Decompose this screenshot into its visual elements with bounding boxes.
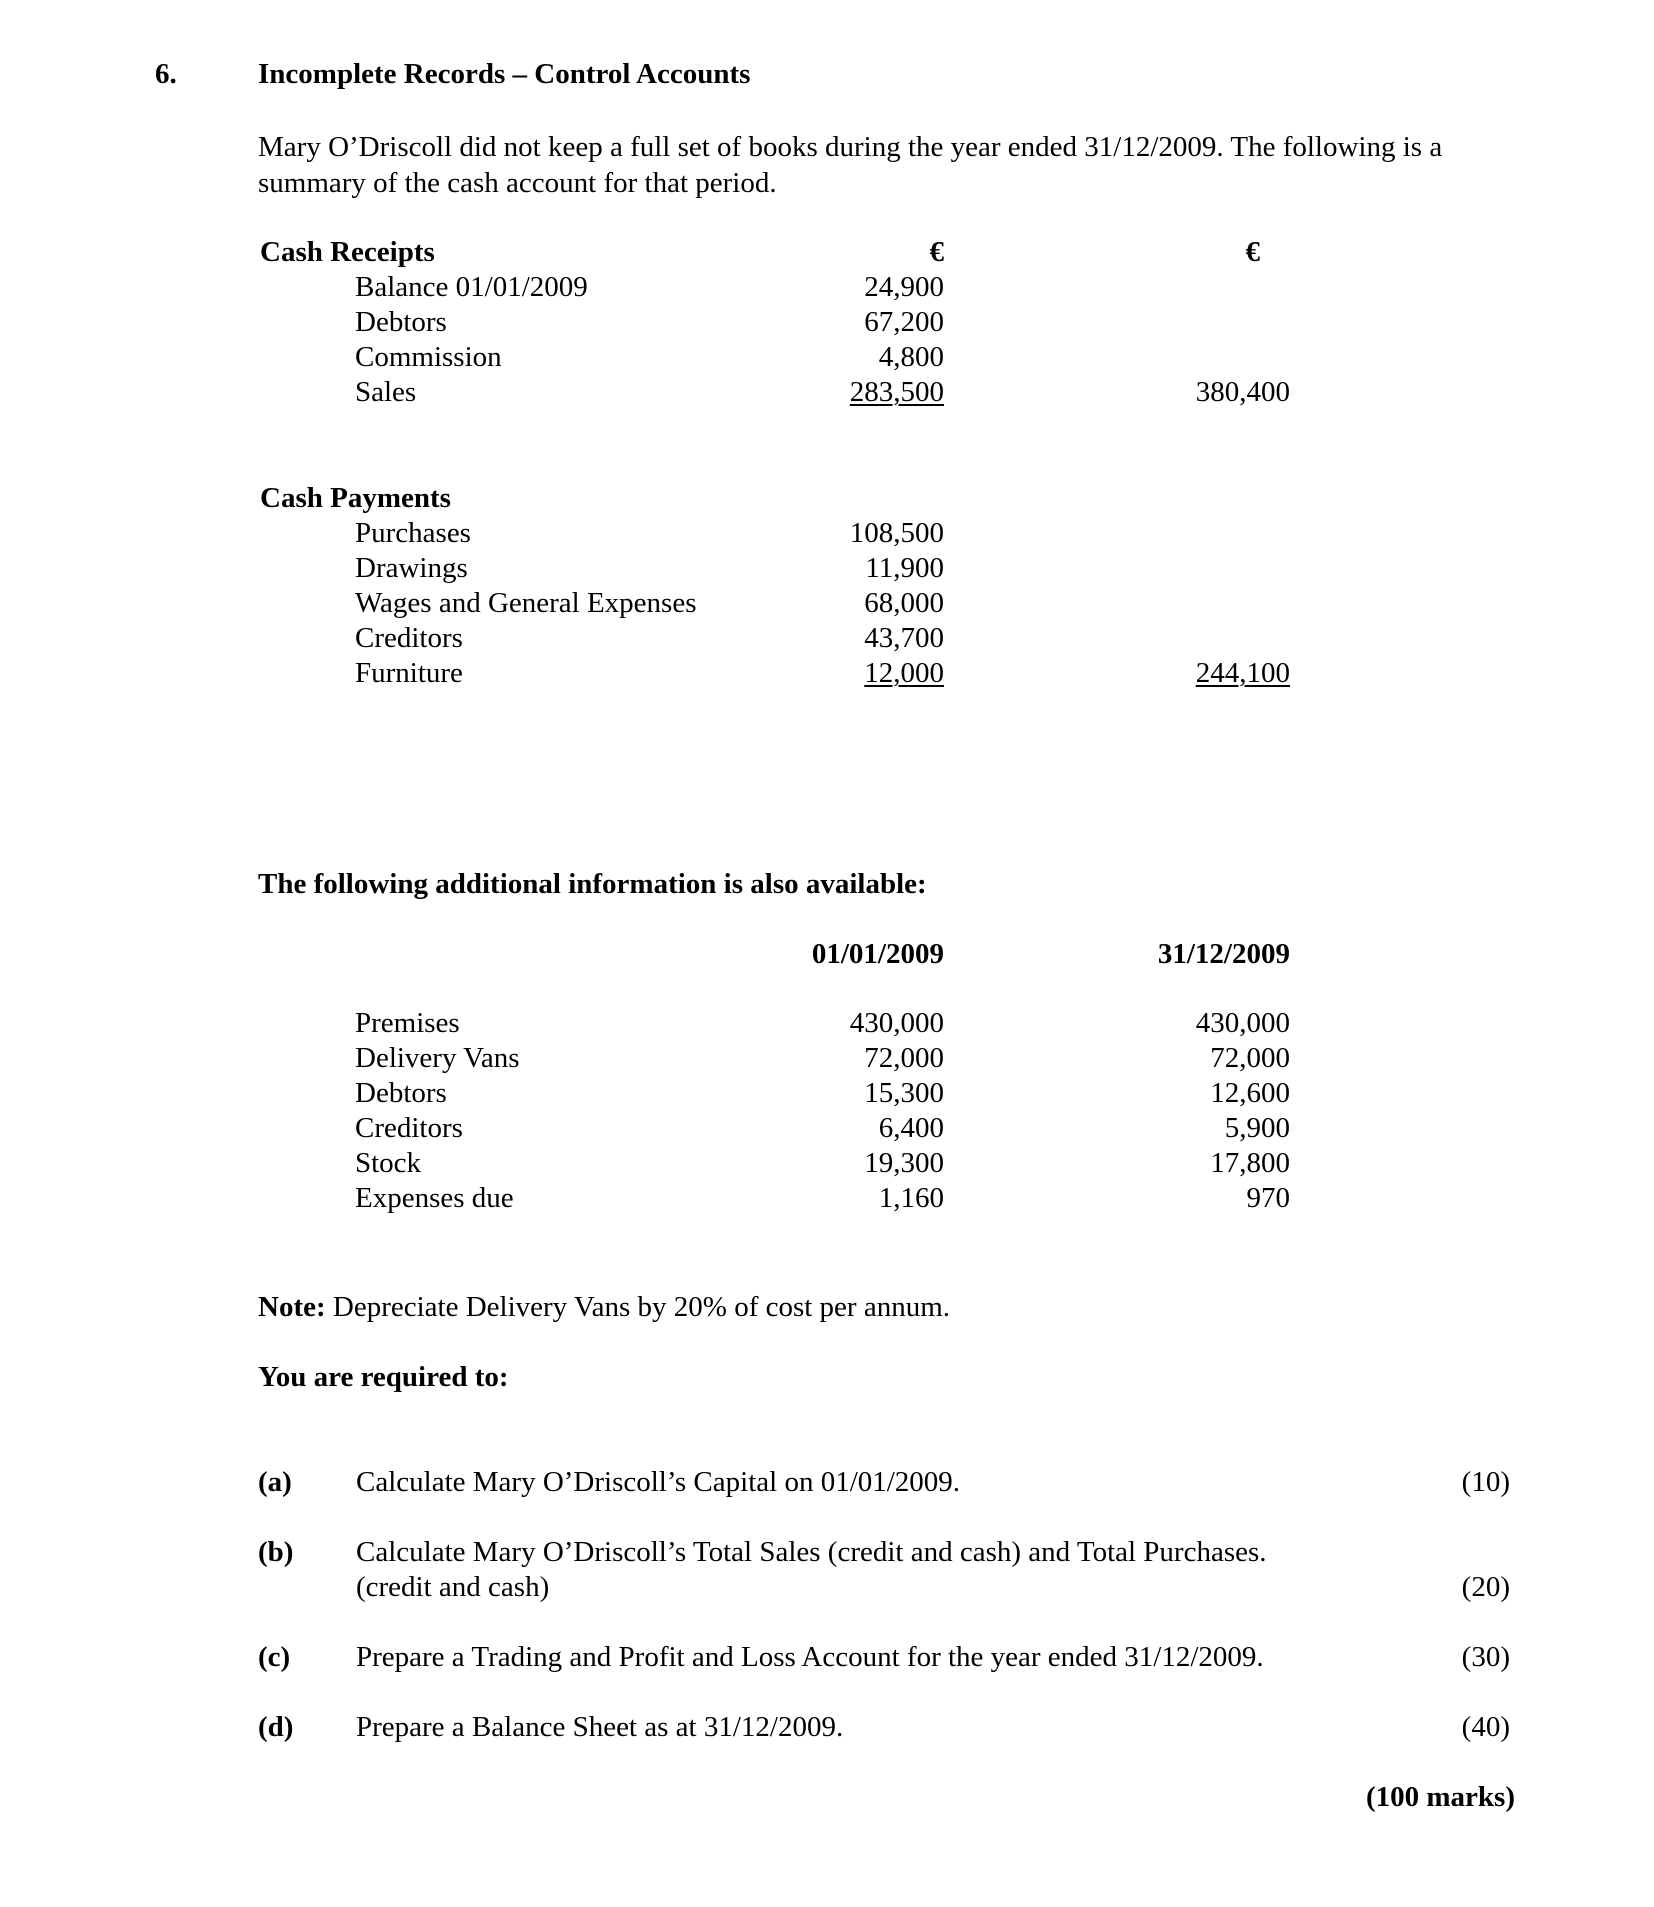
- info-row-label: Premises: [355, 1007, 460, 1039]
- part-text: Calculate Mary O’Driscoll’s Capital on 01/01/2009.: [356, 1466, 961, 1498]
- cash-receipts-heading: Cash Receipts: [260, 236, 435, 268]
- info-row-start: 1,160: [878, 1182, 944, 1214]
- payment-label: Wages and General Expenses: [355, 587, 697, 619]
- info-row-label: Delivery Vans: [355, 1042, 520, 1074]
- payment-label: Creditors: [355, 622, 463, 654]
- part-marks: (30): [1461, 1641, 1510, 1673]
- payment-amount: 12,000: [864, 657, 944, 689]
- receipt-amount: 67,200: [864, 306, 944, 338]
- info-row-end: 17,800: [1210, 1147, 1290, 1179]
- info-row-label: Stock: [355, 1147, 422, 1179]
- question-title: Incomplete Records – Control Accounts: [258, 58, 751, 90]
- required-heading: You are required to:: [258, 1361, 509, 1393]
- receipt-label: Sales: [355, 376, 417, 408]
- info-row-start: 72,000: [864, 1042, 944, 1074]
- info-row-start: 6,400: [878, 1112, 944, 1144]
- payment-amount: 108,500: [849, 517, 944, 549]
- info-row-end: 970: [1246, 1182, 1290, 1214]
- date-header-end: 31/12/2009: [1157, 938, 1290, 970]
- receipt-label: Balance 01/01/2009: [355, 271, 588, 303]
- payment-label: Furniture: [355, 657, 463, 689]
- info-row-start: 430,000: [849, 1007, 944, 1039]
- info-row-label: Debtors: [355, 1077, 447, 1109]
- part-letter: (c): [258, 1641, 291, 1673]
- info-row-end: 12,600: [1210, 1077, 1290, 1109]
- part-letter: (b): [258, 1536, 294, 1568]
- info-row-label: Expenses due: [355, 1182, 514, 1214]
- payment-label: Purchases: [355, 517, 471, 549]
- part-marks: (20): [1461, 1571, 1510, 1603]
- part-text: Calculate Mary O’Driscoll’s Total Sales (credit and cash) and Total Purchases.: [356, 1536, 1267, 1568]
- part-text: Prepare a Balance Sheet as at 31/12/2009.: [356, 1711, 844, 1743]
- part-marks: (10): [1461, 1466, 1510, 1498]
- date-header-start: 01/01/2009: [811, 938, 944, 970]
- payment-amount: 43,700: [864, 622, 944, 654]
- note-label: Note:: [258, 1291, 326, 1323]
- info-row-start: 19,300: [864, 1147, 944, 1179]
- receipt-amount: 4,800: [878, 341, 944, 373]
- part-marks: (40): [1461, 1711, 1510, 1743]
- additional-info-heading: The following additional information is also available:: [258, 868, 927, 900]
- receipt-label: Debtors: [355, 306, 447, 338]
- info-row-end: 5,900: [1224, 1112, 1290, 1144]
- info-row-end: 430,000: [1195, 1007, 1290, 1039]
- payment-amount: 11,900: [865, 552, 944, 584]
- intro-line-1: Mary O’Driscoll did not keep a full set of books during the year ended 31/12/2009. The following is a: [258, 131, 1443, 163]
- question-number: 6.: [155, 58, 177, 90]
- part-text-continued: (credit and cash): [356, 1571, 550, 1603]
- intro-line-2: summary of the cash account for that period.: [258, 167, 777, 199]
- cash-payments-heading: Cash Payments: [260, 482, 451, 514]
- info-row-end: 72,000: [1210, 1042, 1290, 1074]
- receipts-total: 380,400: [1195, 376, 1290, 408]
- total-marks: (100 marks): [1365, 1781, 1515, 1813]
- info-row-start: 15,300: [864, 1077, 944, 1109]
- part-letter: (d): [258, 1711, 294, 1743]
- payment-amount: 68,000: [864, 587, 944, 619]
- part-letter: (a): [258, 1466, 292, 1498]
- currency-symbol-col1: €: [929, 236, 944, 268]
- currency-symbol-col2: €: [1245, 236, 1260, 268]
- note-text: Depreciate Delivery Vans by 20% of cost per annum.: [325, 1291, 951, 1323]
- note-line: [258, 1290, 950, 1325]
- payment-label: Drawings: [355, 552, 468, 584]
- part-text: Prepare a Trading and Profit and Loss Account for the year ended 31/12/2009.: [356, 1641, 1264, 1673]
- payments-total: 244,100: [1195, 657, 1290, 689]
- receipt-label: Commission: [355, 341, 502, 373]
- receipt-amount: 24,900: [864, 271, 944, 303]
- receipt-amount: 283,500: [849, 376, 944, 408]
- info-row-label: Creditors: [355, 1112, 463, 1144]
